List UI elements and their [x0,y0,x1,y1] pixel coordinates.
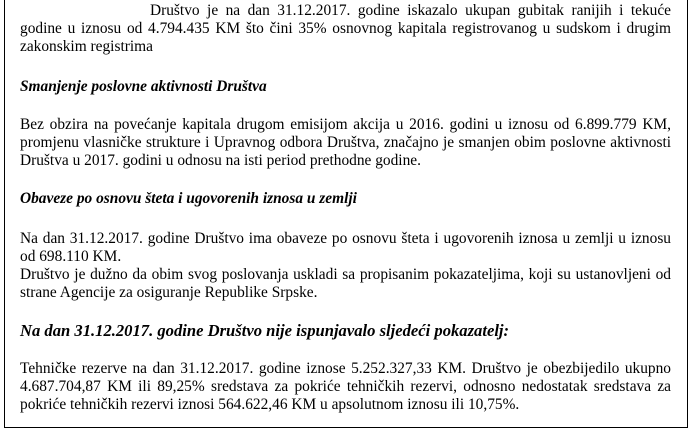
section-heading-obligations: Obaveze po osnovu šteta i ugovorenih iznosa u zemlji [20,190,357,207]
document-page [4,0,688,428]
section-obligations-paragraph-2: Društvo je dužno da obim svog poslovanja uskladi sa propisanim pokazateljima, koji su ustanovljeni od strane Agencije za osiguranje Republike Srpske. [20,266,671,301]
spacer [20,340,671,360]
spacer [20,96,671,116]
spacer [20,302,671,322]
intro-paragraph: Društvo je na dan 31.12.2017. godine iskazalo ukupan gubitak ranijih i tekuće godine u iznosu od 4.794.435 KM što čini 35% osnovnog kapitala registrovanog u sudskom i drugim zakonskim registrima [20,2,671,55]
spacer [20,56,671,78]
spacer [20,170,671,190]
spacer [20,208,671,230]
section-heading-indicator: Na dan 31.12.2017. godine Društvo nije ispunjavalo sljedeći pokazatelj: [20,321,510,340]
section-heading-activity: Smanjenje poslovne aktivnosti Društva [20,78,267,95]
section-obligations-paragraph-1: Na dan 31.12.2017. godine Društvo ima obaveze po osnovu šteta i ugovorenih iznosa u zemlji u iznosu od 698.110 KM. [20,230,671,265]
section-indicator-paragraph: Tehničke rezerve na dan 31.12.2017. godine iznose 5.252.327,33 KM. Društvo je obezbijedilo ukupno 4.687.704,87 KM ili 89,25% sredstava za pokriće tehničkih rezervi, odnosno nedostatak sredstava za pokriće tehničkih rezervi iznosi 564.622,46 KM u apsolutnom iznosu ili 10,75%. [20,360,671,413]
document-content [20,2,671,414]
section-activity-paragraph: Bez obzira na povećanje kapitala drugom emisijom akcija u 2016. godini u iznosu od 6.899.779 KM, promjenu vlasničke strukture i Upravnog odbora Društva, značajno je smanjen obim poslovne aktivnosti Društva u 2017. godini u odnosu na isti period prethodne godine. [20,116,671,169]
